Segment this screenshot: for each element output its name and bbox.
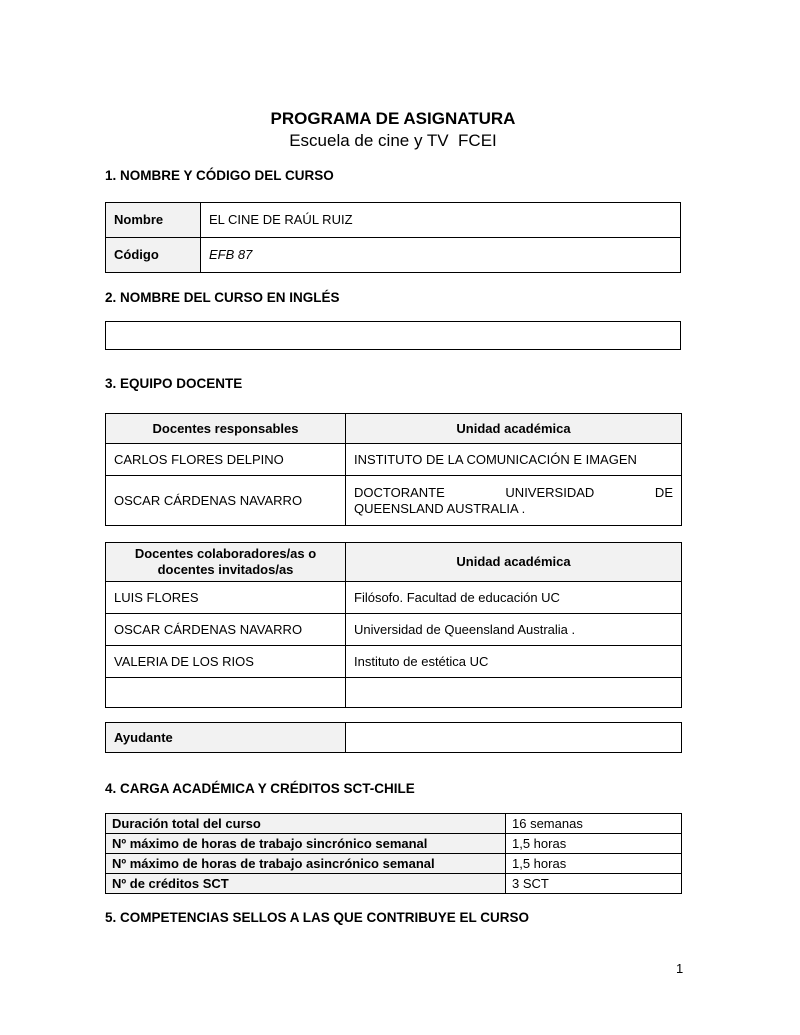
docente-name: VALERIA DE LOS RIOS [106, 646, 346, 678]
unidad-line-1: DOCTORANTE UNIVERSIDAD DE [354, 484, 673, 500]
table-row [106, 814, 682, 834]
english-name-box [105, 321, 681, 350]
unidad-academica [346, 678, 682, 708]
responsables-col2-header: Unidad académica [346, 414, 682, 444]
section-heading-english-name: 2. NOMBRE DEL CURSO EN INGLÉS [105, 290, 340, 305]
carga-value: 1,5 horas [506, 854, 682, 874]
table-row [106, 646, 682, 678]
ayudante-label: Ayudante [106, 723, 346, 753]
colaboradores-col2-header: Unidad académica [346, 543, 682, 582]
document-content [105, 0, 681, 926]
document-subtitle: Escuela de cine y TV FCEI [289, 131, 497, 150]
table-row [106, 476, 682, 526]
unidad-line-2: QUEENSLAND AUSTRALIA . [354, 500, 526, 516]
table-row [106, 678, 682, 708]
colaboradores-col1-header: Docentes colaboradores/as o docentes invitados/as [106, 543, 346, 582]
unidad-academica: Instituto de estética UC [346, 646, 682, 678]
section-heading-equipo-docente: 3. EQUIPO DOCENTE [105, 376, 243, 391]
docente-name [106, 678, 346, 708]
table-row [106, 614, 682, 646]
carga-label: Duración total del curso [106, 814, 506, 834]
table-row [106, 238, 681, 273]
carga-value: 1,5 horas [506, 834, 682, 854]
course-code-value: EFB 87 [201, 238, 681, 273]
unidad-academica: INSTITUTO DE LA COMUNICACIÓN E IMAGEN [346, 444, 682, 476]
table-row [106, 444, 682, 476]
docente-name: CARLOS FLORES DELPINO [106, 444, 346, 476]
course-name-value: EL CINE DE RAÚL RUIZ [201, 203, 681, 238]
carga-label: Nº máximo de horas de trabajo sincrónico semanal [106, 834, 506, 854]
table-header-row [106, 414, 682, 444]
carga-label: Nº máximo de horas de trabajo asincrónico semanal [106, 854, 506, 874]
page-number: 1 [676, 961, 684, 976]
table-row [106, 874, 682, 894]
course-code-label: Código [106, 238, 201, 273]
course-name-label: Nombre [106, 203, 201, 238]
carga-label: Nº de créditos SCT [106, 874, 506, 894]
responsables-col1-header: Docentes responsables [106, 414, 346, 444]
unidad-academica: Universidad de Queensland Australia . [346, 614, 682, 646]
carga-academica-table [105, 813, 682, 894]
ayudante-table [105, 722, 682, 753]
table-header-row [106, 543, 682, 582]
docente-name: OSCAR CÁRDENAS NAVARRO [106, 476, 346, 526]
section-heading-course-name-code: 1. NOMBRE Y CÓDIGO DEL CURSO [105, 168, 334, 183]
table-row [106, 723, 682, 753]
document-title: PROGRAMA DE ASIGNATURA [270, 109, 516, 128]
carga-value: 3 SCT [506, 874, 682, 894]
docentes-responsables-table [105, 413, 682, 526]
ayudante-value [346, 723, 682, 753]
table-row [106, 854, 682, 874]
carga-value: 16 semanas [506, 814, 682, 834]
course-name-code-table [105, 202, 681, 273]
table-row [106, 582, 682, 614]
section-heading-competencias: 5. COMPETENCIAS SELLOS A LAS QUE CONTRIBUYE EL CURSO [105, 910, 530, 925]
docente-name: OSCAR CÁRDENAS NAVARRO [106, 614, 346, 646]
docente-name: LUIS FLORES [106, 582, 346, 614]
section-heading-carga-academica: 4. CARGA ACADÉMICA Y CRÉDITOS SCT-CHILE [105, 781, 415, 796]
docentes-colaboradores-table [105, 542, 682, 708]
unidad-academica: Filósofo. Facultad de educación UC [346, 582, 682, 614]
table-row [106, 834, 682, 854]
table-row [106, 203, 681, 238]
unidad-academica [346, 476, 682, 526]
